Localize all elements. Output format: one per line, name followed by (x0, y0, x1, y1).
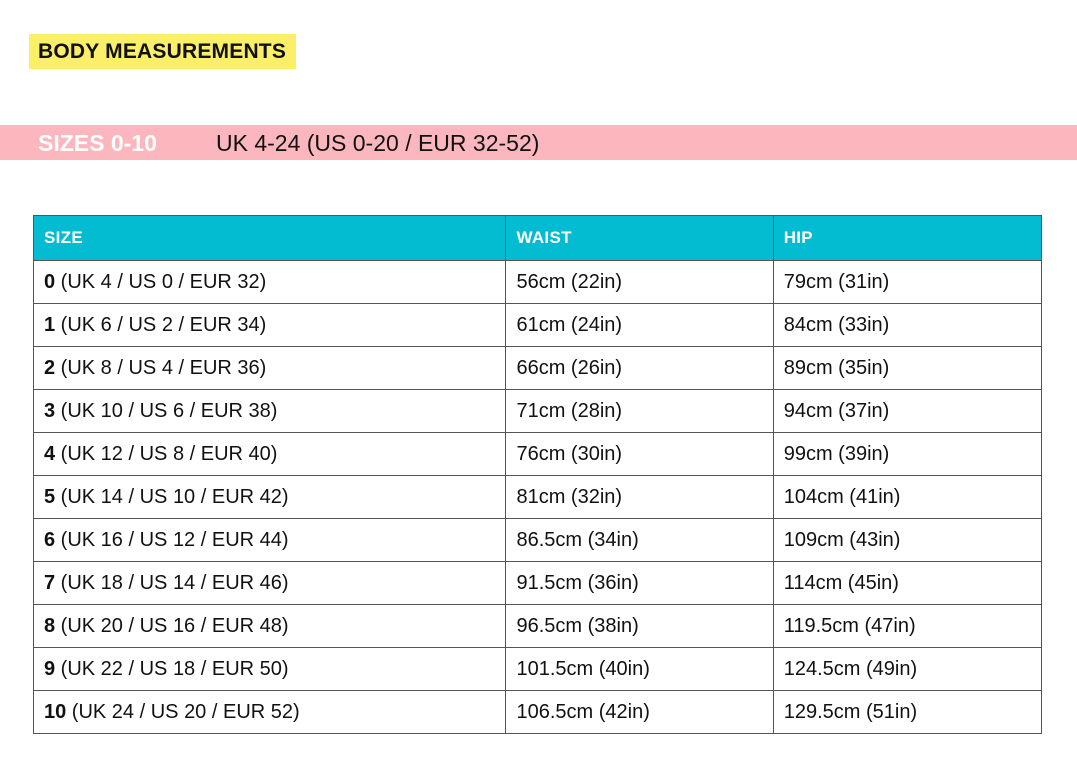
measurement-table (33, 215, 1042, 734)
table-row (34, 691, 1042, 734)
column-header-size: SIZE (34, 216, 506, 261)
table-row (34, 261, 1042, 304)
size-number: 4 (44, 442, 56, 465)
column-header-waist: WAIST (506, 216, 773, 261)
table-body (34, 261, 1042, 734)
size-equivalents: (UK 22 / US 18 / EUR 50) (55, 657, 289, 680)
page-title: BODY MEASUREMENTS (29, 34, 296, 69)
size-equivalents: (UK 14 / US 10 / EUR 42) (55, 485, 289, 508)
size-equivalents: (UK 8 / US 4 / EUR 36) (55, 356, 267, 379)
size-number: 7 (44, 571, 56, 594)
column-header-hip: HIP (773, 216, 1041, 261)
waist-cell: 96.5cm (38in) (506, 605, 773, 648)
size-cell (34, 433, 506, 476)
size-number: 5 (44, 485, 56, 508)
size-number: 9 (44, 657, 56, 680)
size-number: 2 (44, 356, 56, 379)
hip-cell: 109cm (43in) (773, 519, 1041, 562)
hip-cell: 114cm (45in) (773, 562, 1041, 605)
sizes-banner (0, 125, 1077, 160)
size-equivalents: (UK 10 / US 6 / EUR 38) (55, 399, 278, 422)
size-cell (34, 261, 506, 304)
size-cell (34, 347, 506, 390)
hip-cell: 104cm (41in) (773, 476, 1041, 519)
size-cell (34, 390, 506, 433)
hip-cell: 119.5cm (47in) (773, 605, 1041, 648)
size-equivalents: (UK 12 / US 8 / EUR 40) (55, 442, 278, 465)
waist-cell: 81cm (32in) (506, 476, 773, 519)
size-number: 8 (44, 614, 56, 637)
size-equivalents: (UK 6 / US 2 / EUR 34) (55, 313, 267, 336)
size-cell (34, 605, 506, 648)
waist-cell: 91.5cm (36in) (506, 562, 773, 605)
waist-cell: 76cm (30in) (506, 433, 773, 476)
waist-cell: 56cm (22in) (506, 261, 773, 304)
sizes-equivalents-label: UK 4-24 (US 0-20 / EUR 32-52) (216, 130, 540, 156)
sizes-range-label: SIZES 0-10 (38, 130, 157, 156)
waist-cell: 61cm (24in) (506, 304, 773, 347)
size-cell (34, 691, 506, 734)
hip-cell: 79cm (31in) (773, 261, 1041, 304)
size-number: 3 (44, 399, 56, 422)
size-equivalents: (UK 16 / US 12 / EUR 44) (55, 528, 289, 551)
waist-cell: 106.5cm (42in) (506, 691, 773, 734)
table-row (34, 519, 1042, 562)
waist-cell: 86.5cm (34in) (506, 519, 773, 562)
size-number: 0 (44, 270, 56, 293)
table-row (34, 648, 1042, 691)
size-cell (34, 519, 506, 562)
size-equivalents: (UK 18 / US 14 / EUR 46) (55, 571, 289, 594)
size-cell (34, 304, 506, 347)
table-row (34, 304, 1042, 347)
size-equivalents: (UK 24 / US 20 / EUR 52) (66, 700, 300, 723)
table-row (34, 390, 1042, 433)
hip-cell: 84cm (33in) (773, 304, 1041, 347)
size-number: 1 (44, 313, 56, 336)
size-cell (34, 648, 506, 691)
table-row (34, 433, 1042, 476)
size-cell (34, 562, 506, 605)
size-cell (34, 476, 506, 519)
table-header-row (34, 216, 1042, 261)
size-equivalents: (UK 20 / US 16 / EUR 48) (55, 614, 289, 637)
hip-cell: 129.5cm (51in) (773, 691, 1041, 734)
size-equivalents: (UK 4 / US 0 / EUR 32) (55, 270, 267, 293)
size-number: 6 (44, 528, 56, 551)
table-header (34, 216, 1042, 261)
hip-cell: 89cm (35in) (773, 347, 1041, 390)
waist-cell: 101.5cm (40in) (506, 648, 773, 691)
table-row (34, 605, 1042, 648)
waist-cell: 71cm (28in) (506, 390, 773, 433)
table-row (34, 562, 1042, 605)
hip-cell: 94cm (37in) (773, 390, 1041, 433)
waist-cell: 66cm (26in) (506, 347, 773, 390)
hip-cell: 99cm (39in) (773, 433, 1041, 476)
table-row (34, 476, 1042, 519)
size-number: 10 (44, 700, 67, 723)
hip-cell: 124.5cm (49in) (773, 648, 1041, 691)
table-row (34, 347, 1042, 390)
